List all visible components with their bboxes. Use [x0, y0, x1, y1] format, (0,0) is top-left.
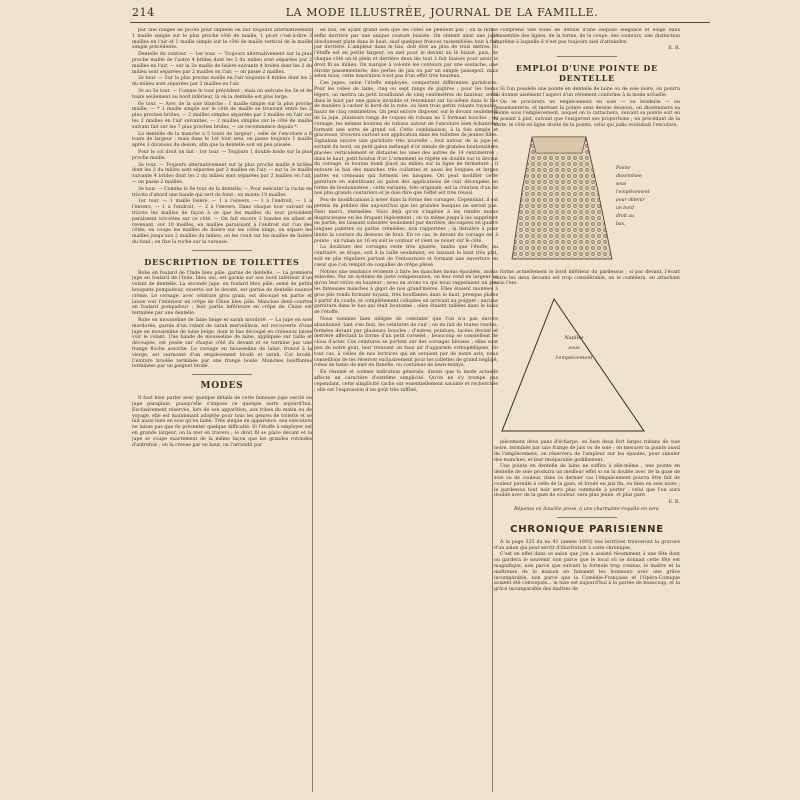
- paragraph: 2e tour. — Sur la plus proche maille en l'air toujours 4 brides dont les 2 du milieu sont séparées par 2 mailles en l'air.: [132, 76, 312, 88]
- signature: E. R.: [668, 500, 680, 506]
- section-title-toilettes: DESCRIPTION DE TOILETTES: [144, 256, 300, 267]
- triangle-shape: [502, 299, 644, 431]
- paragraph: forme actuellement le bord inférieur du pardessus ; si par devant, l'écart entre les deux devants est trop considérable, on le comblera, en attachant sous l'em-: [494, 269, 680, 287]
- signature: E. R.: [668, 46, 680, 52]
- lace-point-illustration: [494, 131, 680, 266]
- section-divider: [192, 250, 252, 251]
- triangle-label-mid: sous: [568, 345, 580, 352]
- paragraph: Robe en foulard de l'Inde bleu pâle, garnie de dentelle. — La première jupe en foulard de l'Inde, bleu uni, est garnie sur son bord inférieur d'un volant de dentelle. La seconde jupe, en foulard bleu pâle, semé de petits bouquets pompadour, ouverte sur le devant, est garnie de dentelle nuance crème. Le corsage, avec ceinture gros grain, est découpé en partie et laisse voir l'intérieur en crêpe de Chine bleu pâle. Manches demi-courtes en foulard pompadour ; leur partie inférieure en crêpe de Chine est terminée par une dentelle.: [132, 270, 312, 317]
- paragraph: 3e au 5e tour. — Comme le tour précédent ; mais on exécute les 3e et 4e tours seulement au bord inférieur, là où la dentelle est plus large.: [132, 88, 312, 100]
- journal-title: LA MODE ILLUSTRÉE, JOURNAL DE LA FAMILLE.: [285, 6, 599, 19]
- triangle-label-top: Naplise: [564, 335, 584, 342]
- section-title-modes: MODES: [200, 381, 244, 392]
- section-divider: [557, 517, 617, 518]
- paragraph: Pour le col droit on fait : 1er tour. — Toujours 1 double bride sur la plus proche maille.: [132, 149, 312, 161]
- column-3: [494, 28, 680, 794]
- paragraph: C'est en effet dans ce salon que j'en a assisté récemment à une fête dont on gardera le souvenir non parce que le local où se donnait cette fête est magnifique, non parce que suivant la formule trop connue, le maître et la maîtresse de la maison en faisaient les honneurs avec une grâce incomparable, non parce que la Comédie-Française et l'Opéra-Comique avaient été convoqués... le luxe est aujourd'hui à la portée de beaucoup, et la grâce incomparable des maîtres de: [494, 552, 680, 593]
- paragraph: 2e tour. — Toujours alternativement sur la plus proche maille 4 brides dont les 2 du milieu sont séparées par 2 mailles en l'air, — sur la 2e maille suivante 4 brides dont les 2 du milieu sont séparées par 2 mailles en l'air, — on passe 2 mailles.: [132, 162, 312, 185]
- yoke-shape: [532, 137, 586, 153]
- section-divider: [557, 56, 617, 57]
- triangle-figure: [494, 291, 680, 436]
- paragraph: Dentelle du contour. — 1er tour. — Toujours alternativement sur la plus proche maille de l'autre 4 brides dont les 2 du milieu sont séparées par 2 mailles en l'air, — sur la 2e maille de lisière suivante 4 brides dont les 2 du milieu sont séparées par 2 mailles en l'air, — on passe 2 mailles.: [132, 52, 312, 75]
- section-title-chronique: CHRONIQUE PARISIENNE: [510, 523, 664, 535]
- column-2: [314, 28, 498, 794]
- lace-point-figure: [494, 131, 680, 266]
- paragraph: Ces jupes, selon l'étoffe employée, comportent différentes garnitures. Pour les robes de laine, cinq ou sept rangs de piqûres ; pour les tissus légers, on mettra un petit bouillonné de cinq centimètres de hauteur, serré dans le haut par une gance invisible et retombant sur lui-même dans le bas de manière à cacher le bord de la robe, ou bien trois petits volants tuyautés, hauts de cinq centimètres. On peut encore disposer, sur le devant seulement de la jupe, plusieurs rangs de coques de rubans no 5 formant boucles ; au corsage, les mêmes boutons de rubans autour de l'encolure bien échancrée formant une sorte de grand col. Cette combinaison, à la fois simple et gracieuse, trouvera surtout son application dans les toilettes de jeunes filles. Signalons encore une garniture très nouvelle : tout autour de la jupe et sortant du bord, un petit galon mélangé d'or simule de grandes boutonnières placées verticalement et distantes les unes des autres de 14 centimètres ; dans le haut, petit bouton d'or. L'ornement se répète en double sur le devant du corsage, le bouton étant placé au milieu sur la ligne de fermeture ; il entoure le bas des manches très collantes et aussi les longues et larges pattes en créneaux qui forment les basques. On peut modifier cette garniture en substituant au galon des applications de cuir découpées en forme de boutonnières ; cette variante, très originale, est la création d'un de nos plus grands couturiers et je dois dire que l'effet est très réussi.: [314, 81, 498, 197]
- figure-caption: Pointe disséminée sous l'empiècement pour obtenir un bord droit au bas.: [616, 165, 650, 227]
- column-divider: [312, 28, 313, 792]
- section-title-dentelle: EMPLOI D'UNE POINTE DE DENTELLE: [515, 63, 659, 84]
- triangle-label-bot: l'empiècement: [555, 355, 593, 362]
- page-number: 214: [132, 6, 155, 19]
- paragraph: 3e tour. — Comme le 6e tour de la dentelle. — Pour exécuter la ruche en tricote d'abord une bande qui sert de fond ; on monte 10 mailles.: [132, 186, 312, 198]
- paragraph: Nous sommes bien obligée de constater que l'on n'a pas encore abandonné, tant s'en faut, les ceintures de cuir ; on en fait de toutes rondes, fermées devant par plusieurs boucles ; d'autres pointues, lacées devant et derrière affectant la forme d'un petit corselet ; beaucoup se constellent de clous d'acier. Ces ceintures se portent sur des corsages blouses ; elles sont peu de notre goût, leur trouvant un faux air d'appareils orthopédiques. En tout cas, à celles de nos lectrices qui en seraient par de notre avis, nous conseillons de les réserver exclusivement pour les toilettes de grand négligé, robes de bains de mer en flanelle, ou costumes de lawn-tennys.: [314, 317, 498, 369]
- paragraph: Il faut bien parler avec quelque détails de cette fameuse jupe cerclé ou jupe parapluie, puisqu'elle s'impose ce quelque sorte aujourd'hui. Exclusivement réservée, lors de son apparition, aux robes du matin ou de voyage, elle est maintenant adoptée pour tous les genres de toilette et se fait aussi bien en soie qu'en laine. Très simple en apparence, son exécution ne laisse pas que de présenter quelque difficulté. Si l'étoffe à employer est en grande largeur, on la met en travers ; le droit fil se place devant et la jupe se coupe exactement de la même façon que les grandes rotondes d'autrefois ; on la creuse par en haut, on l'arrondit par: [132, 396, 312, 448]
- paragraph: comprend une foule de détails d'une exquise élégance et exige dans l'ensemble des lignes, de la forme, de la coupe, des couleurs, une distinction suprême à laquelle il n'est pas toujours aisé d'atteindre.: [494, 28, 680, 45]
- paragraph: La doublure des corsages reste très ajustée, tandis que l'étoffe, au contraire, se drape, soit à la taille seulement, en laissant le haut très plat, soit en plis réguliers partant de l'entournure et formant une ouverture en cœur que l'on remplit de coquilles de crêpe plissé.: [314, 245, 498, 268]
- page-header: [132, 6, 712, 22]
- section-divider: [192, 374, 252, 375]
- reply-note: Réponse en bouclée prose, à une charmante requête en vers.: [514, 506, 660, 512]
- paragraph: Robe en mousseline de laine beige et sarah mordoré. — La jupe en soie mordorée, garnie d'un volant de sarah merveilleux, est recouverte d'une jupe en mousseline de laine beige, dont le bas découpé en créneaux laisse voir le volant. Une bande de mousseline de laine, appliquée sur taille et découpée, est posée sur chaque côté du devant et se termine par une frange floche assortie. Le corsage en mousseline de laine, froncé à la vierge, est surmonté d'un empiècement brodé et sarah. Col brodé. Ceinture brodée terminée par une frange boule. Manches bouffantes terminées par un poignet brodé.: [132, 318, 312, 370]
- paragraph: 6e tour. — Avec de la soie blanche : 1 maille simple sur la plus proche maille, — * 1 maille simple sur le côté de maille se trouvant entre les 2 plus proches brides, — 2 mailles simples séparées par 2 mailles en l'air sur les 2 mailles en l'air suivantes, — 2 mailles simples sur le côté de maille suivant fait sur les 7 plus proches brides, — on recommence depuis *.: [132, 101, 312, 130]
- paragraph: On se procurera un empiècement en soie — ou broderie — ou passementerie, et mettant la pointe sens dessus dessous, on disséminera sa pointe sous l'empiècement, auquel on la rattachera, suivant sa pointe soit en la posant à plat, suivant que l'exigeront ses proportions ; en procédant de la sorte, le côté en ligne droite de la pointe, celui qui jadis avoisinait l'encolure,: [494, 99, 680, 128]
- paragraph: piècement deux pans d'écharpe, ou bien deux fort larges rubans de soie noire, terminés par une frange de jais ou de soie ; on mesurer la pointe aussi de l'empiècement, on réservera de l'ampleur sur les épaules, pour simuler des manches, et leur inséparable godillement.: [494, 440, 680, 463]
- paragraph: A la page 325 du no 41 (année 1893) nos lectrices trouveront la gravure d'un salon qui peut servir d'illustration à cette chronique.: [494, 539, 680, 551]
- paragraph: En résumé et comme indication générale, disons que la mode actuelle affecte un caractère d'extrême simplicité. Qu'on ne s'y trompe pas cependant, cette simplicité cache sur essentiellement savante et recherchée ; elle est l'expression d'un goût très raffiné,: [314, 370, 498, 393]
- lace-point-shape: [512, 137, 612, 259]
- header-rule: [130, 22, 710, 23]
- column-1: [132, 28, 312, 794]
- paragraph: Peu de modifications à noter dans la forme des corsages. Cependant, il est permis de prédire dès aujourd'hui que les grandes basques ne seront pas. Dieu merci, éternelles. Voici déjà qu'on s'ingénie à les rendre moins disgracieuses en les drapant légèrement ; on va même jusqu'à les supprimer en partie, les laissant subsister seulement par derrière, découpées en quatre longues palettes ou pattes crénelées, non rapportées ; la dernière à pour limite la couture du dessous de bras. En ce cas, le devant du corsage est à pointe ; un ruban no 16 en suit le contour et vient se nouer sur le côté.: [314, 198, 498, 244]
- paragraph: en bas, en ayant grand soin que les côtés ne pendent pas ; on la ferme enfin derrière par une unique couture biaisée. On obtient ainsi une jupe absolument plate dans le haut, sauf quelques fronces rassemblées tout à fait par derrière. L'ampleur dans le bas, doit être au plus de trois mètres. Si l'étoffe est en petite largeur, on met pour le devant un lé biaisé, puis, de chaque côté un lé plein et derrière deux lés tout à fait biaisés pour avoir le droit fil au milieu. On marque à volonté les contours par une soutache, une étroite passementerie, des perles de jais ou par un simple passepoil, mais selon nous, cette innovation n'est pas d'un effet très heureux.: [314, 28, 498, 80]
- paragraph: Une pointe en dentelle de laine ne suffira à elle-même ; une pointe en dentelle de soie produira un meilleur effet si on la double avec de la gaze de soie ou de couleur, dans ce dernier cas l'empiècement pourra être fait de couleur pareille à celle de la gaze, et brodé en jais fin, ou bien en soie noire ; le pardessus tout noir sera plus commode à porter ; celui que l'on aura doublé avec de la gaze de couleur, sera plus jeune, et plus paré.: [494, 464, 680, 499]
- paragraph: Notons une tendance évidente à faire les manches moins épaulées, moins enlevées. Par un système de juste compensation, on leur rend en largeur ce qu'on leur retire en hauteur ; nous en avons vu qui nous rappelaient un peu les fameuses manches à gigot de nos grand'mères. Elles étaient montées à gros plis ronds formant tuyaux, très bouffantes dans le haut, presque plates à partir du coude, et complètement collantes en arrivant au poignet ; aucune garniture dans le bas qui était boutonné ; elles étaient taillées dans le biais de l'étoffe.: [314, 269, 498, 316]
- paragraph: 1er tour. — 1 maille lisière, — 1 à l'envers, — 1 à l'endroit, — 1 à l'envers, — 1 à l'endroit, — 2 à l'envers. Dans chaque tour suivant on tricote les mailles de façon à ce que les mailles du tour précédent paraissent tricotées sur ce côté. — On fait encore 2 bandes en allant et revenant, sur 10 mailles, en mailles paraissant à l'endroit sur l'un des côtés, on coupe les mailles de lisière sur les côtés longs, on sépare les mailles jusqu'aux 2 mailles du milieu, on les coud sur les mailles de lisière du fond ; on fixe la ruche sur la varouse.: [132, 199, 312, 245]
- paragraph: La dentelle de la manche a 5 tours de largeur ; celle de l'encolure a 6 tours de largeur ; mais dans le 1er tour seul, on passe toujours 1 maille après 3 divisions du dessin, afin que la dentelle soit un peu plissée.: [132, 131, 312, 149]
- paragraph: Si l'on possède une pointe en dentelle de laine ou de soie noire, on pourra lui donner aisément l'aspect d'un vêtement conforme à la mode actuelle.: [494, 87, 680, 98]
- paragraph: par une rangée de picots pour laquelle on fait toujours alternativement 1 maille simple sur le plus proche côté de maille, 1 picot c'est-à-dire 3 mailles en l'air et 1 maille simple sur le côté de maille vertical de la maille simple précédente.: [132, 28, 312, 51]
- triangle-illustration: [494, 291, 680, 436]
